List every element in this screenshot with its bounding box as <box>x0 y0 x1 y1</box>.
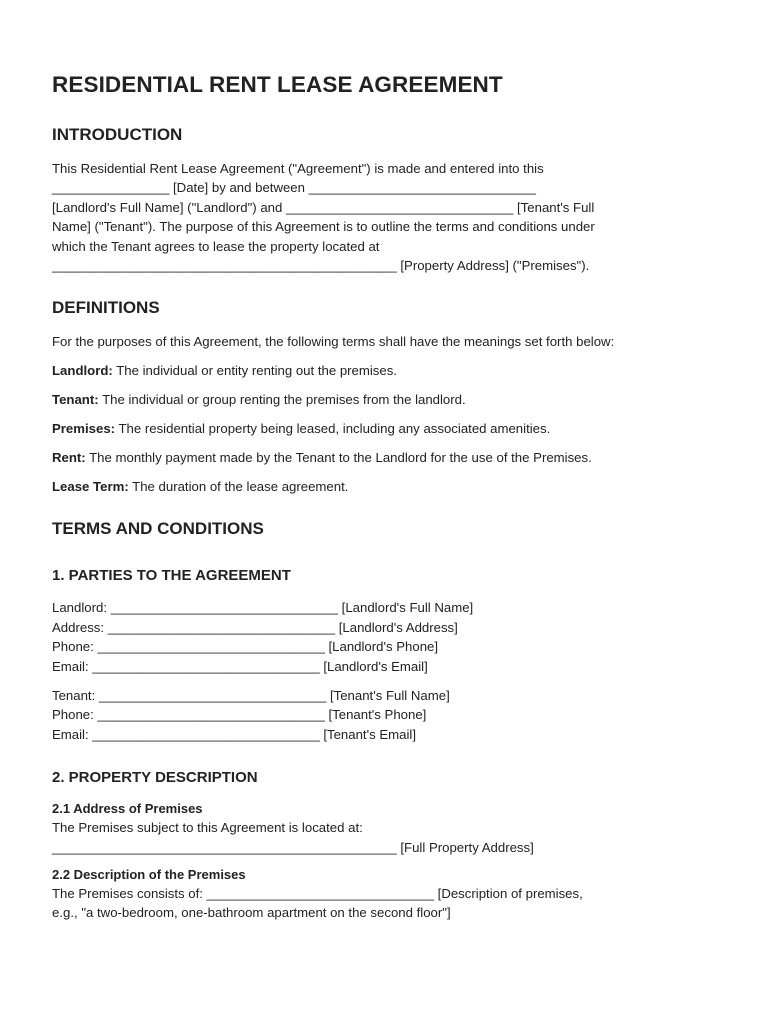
description-line: The Premises consists of: _______________________________ [Description of premises, <box>52 886 583 902</box>
definition-text: The residential property being leased, including any associated amenities. <box>115 421 551 437</box>
introduction-line: _______________________________________________ [Property Address] ("Premises"). <box>52 258 590 274</box>
definition-text: The individual or entity renting out the premises. <box>112 363 397 379</box>
address-subheading: 2.1 Address of Premises <box>52 801 203 817</box>
tenant-phone-field: Phone: _______________________________ [Tenant's Phone] <box>52 707 427 723</box>
tenant-details <box>52 686 722 744</box>
introduction-line: Name] ("Tenant"). The purpose of this Agreement is to outline the terms and conditions under <box>52 219 595 235</box>
definition-term: Tenant: <box>52 392 99 408</box>
parties-heading: 1. PARTIES TO THE AGREEMENT <box>52 567 291 585</box>
definition-term: Rent: <box>52 450 86 466</box>
introduction-heading: INTRODUCTION <box>52 125 183 144</box>
definition-term: Premises: <box>52 421 116 437</box>
introduction-line: which the Tenant agrees to lease the property located at <box>52 238 380 254</box>
landlord-phone-field: Phone: _______________________________ [Landlord's Phone] <box>52 639 439 655</box>
landlord-address-field: Address: _______________________________ [Landlord's Address] <box>52 619 458 635</box>
tenant-email-field: Email: _______________________________ [Tenant's Email] <box>52 726 417 742</box>
terms-heading: TERMS AND CONDITIONS <box>52 519 264 539</box>
definition-term: Lease Term: <box>52 478 129 494</box>
definition-text: The monthly payment made by the Tenant to the Landlord for the use of the Premises. <box>85 450 592 466</box>
document-title: RESIDENTIAL RENT LEASE AGREEMENT <box>52 72 503 97</box>
definition-item <box>52 419 722 438</box>
definition-term: Landlord: <box>52 363 113 379</box>
definitions-heading: DEFINITIONS <box>52 298 160 318</box>
introduction-line: This Residential Rent Lease Agreement ("Agreement") is made and entered into this <box>52 161 544 176</box>
landlord-email-field: Email: _______________________________ [Landlord's Email] <box>52 658 428 674</box>
description-line: e.g., "a two-bedroom, one-bathroom apartment on the second floor"] <box>52 905 451 921</box>
introduction-line: [Landlord's Full Name] ("Landlord") and _______________________________ [Tenant's Full <box>52 199 595 215</box>
address-line: _______________________________________________ [Full Property Address] <box>52 839 534 855</box>
definition-item <box>52 477 722 496</box>
definition-item <box>52 361 722 380</box>
landlord-name-field: Landlord: _______________________________ [Landlord's Full Name] <box>52 600 474 616</box>
definition-text: The duration of the lease agreement. <box>128 478 349 494</box>
definition-item <box>52 448 722 467</box>
property-heading: 2. PROPERTY DESCRIPTION <box>52 769 258 787</box>
definitions-lead: For the purposes of this Agreement, the following terms shall have the meanings set forth below: <box>52 334 615 350</box>
introduction-body <box>52 159 722 275</box>
definition-text: The individual or group renting the premises from the landlord. <box>98 392 466 408</box>
description-subheading: 2.2 Description of the Premises <box>52 867 246 883</box>
landlord-details <box>52 598 722 676</box>
address-line: The Premises subject to this Agreement is located at: <box>52 820 363 836</box>
document-page <box>52 70 722 923</box>
tenant-name-field: Tenant: _______________________________ [Tenant's Full Name] <box>52 688 450 703</box>
introduction-line: ________________ [Date] by and between _______________________________ <box>52 180 537 196</box>
definition-item <box>52 390 722 409</box>
